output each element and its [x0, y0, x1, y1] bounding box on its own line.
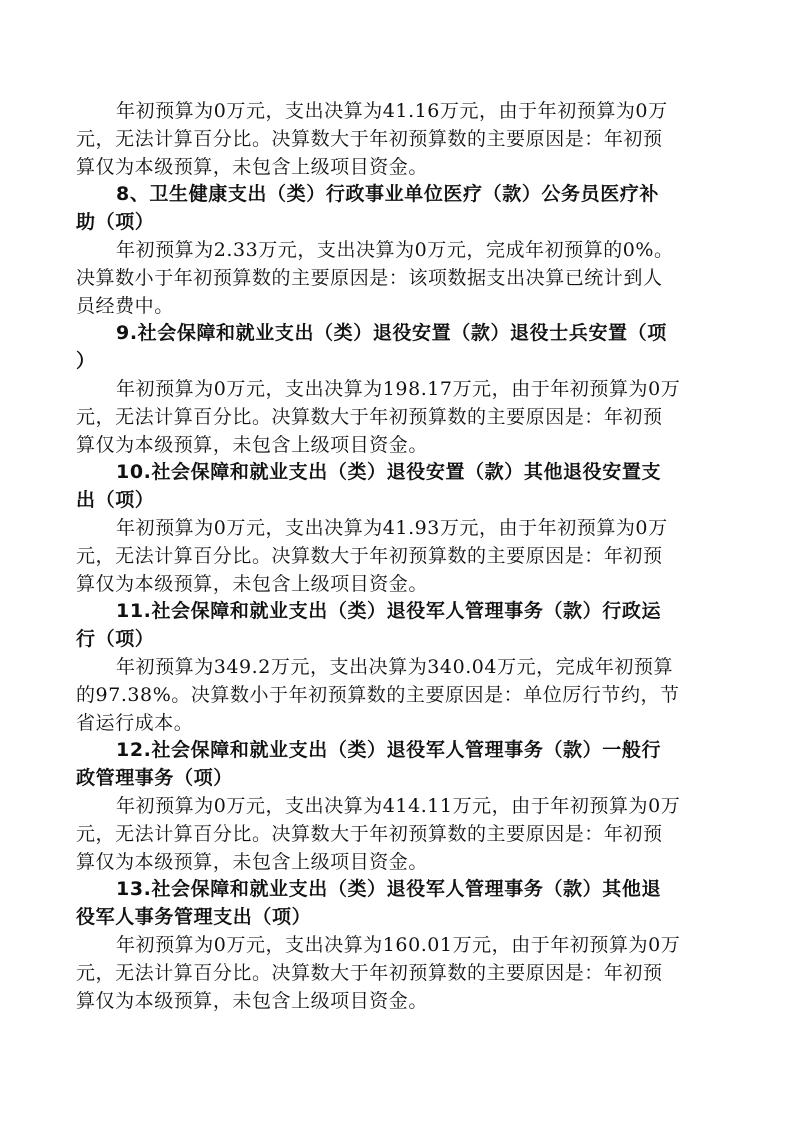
section-heading-line: ） [76, 350, 96, 373]
section-heading-line: 行（项） [76, 628, 155, 651]
section-heading-line: 13.社会保障和就业支出（类）退役军人管理事务（款）其他退 [116, 878, 662, 901]
paragraph-line: 员经费中。 [76, 294, 174, 317]
paragraph-line: 年初预算为0万元，支出决算为198.17万元，由于年初预算为0万 [116, 377, 681, 400]
section-heading-line: 助（项） [76, 211, 155, 234]
paragraph-line: 年初预算为2.33万元，支出决算为0万元，完成年初预算的0%。 [116, 238, 674, 261]
paragraph-line: 元，无法计算百分比。决算数大于年初预算数的主要原因是：年初预 [76, 961, 663, 984]
paragraph-line: 年初预算为349.2万元，支出决算为340.04万元，完成年初预算 [116, 655, 674, 678]
section-heading-line: 10.社会保障和就业支出（类）退役安置（款）其他退役安置支 [116, 461, 662, 484]
section-heading-line: 12.社会保障和就业支出（类）退役军人管理事务（款）一般行 [116, 739, 662, 762]
paragraph-line: 元，无法计算百分比。决算数大于年初预算数的主要原因是：年初预 [76, 544, 663, 567]
section-heading-line: 8、卫生健康支出（类）行政事业单位医疗（款）公务员医疗补 [116, 183, 660, 206]
paragraph-line: 算仅为本级预算，未包含上级项目资金。 [76, 433, 428, 456]
section-heading-line: 政管理事务（项） [76, 767, 233, 790]
paragraph-line: 年初预算为0万元，支出决算为160.01万元，由于年初预算为0万 [116, 933, 681, 956]
section-heading-line: 出（项） [76, 489, 155, 512]
paragraph-line: 决算数小于年初预算数的主要原因是：该项数据支出决算已统计到人 [76, 266, 663, 289]
paragraph-line: 元，无法计算百分比。决算数大于年初预算数的主要原因是：年初预 [76, 405, 663, 428]
paragraph-line: 算仅为本级预算，未包含上级项目资金。 [76, 572, 428, 595]
paragraph-line: 元，无法计算百分比。决算数大于年初预算数的主要原因是：年初预 [76, 822, 663, 845]
section-heading-line: 役军人事务管理支出（项） [76, 906, 312, 929]
paragraph-line: 元，无法计算百分比。决算数大于年初预算数的主要原因是：年初预 [76, 127, 663, 150]
paragraph-line: 年初预算为0万元，支出决算为41.93万元，由于年初预算为0万 [116, 516, 668, 539]
paragraph-line: 年初预算为0万元，支出决算为414.11万元，由于年初预算为0万 [116, 794, 681, 817]
section-heading-line: 11.社会保障和就业支出（类）退役军人管理事务（款）行政运 [116, 600, 662, 623]
document-page [76, 98, 720, 1015]
section-heading-line: 9.社会保障和就业支出（类）退役安置（款）退役士兵安置（项 [116, 322, 667, 345]
paragraph-line: 算仅为本级预算，未包含上级项目资金。 [76, 850, 428, 873]
paragraph-line: 省运行成本。 [76, 711, 194, 734]
paragraph-line: 年初预算为0万元，支出决算为41.16万元，由于年初预算为0万 [116, 100, 668, 122]
paragraph-line: 算仅为本级预算，未包含上级项目资金。 [76, 155, 428, 178]
paragraph-line: 算仅为本级预算，未包含上级项目资金。 [76, 989, 428, 1012]
document-body [76, 98, 720, 1015]
paragraph-line: 的97.38%。决算数小于年初预算数的主要原因是：单位厉行节约，节 [76, 683, 680, 706]
